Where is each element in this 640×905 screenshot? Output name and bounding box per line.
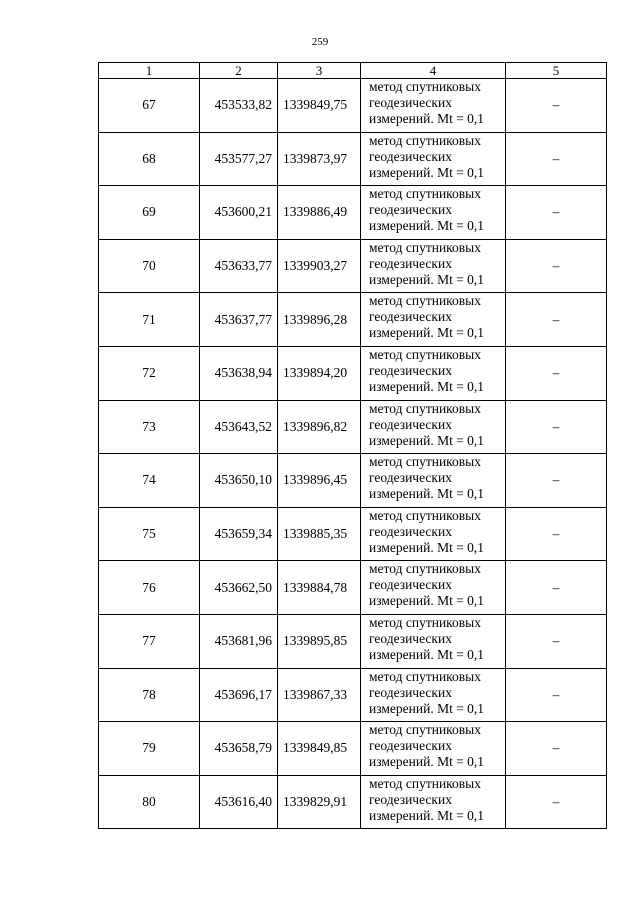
method-line: измерений. Mt = 0,1 — [369, 807, 485, 823]
method-line: геодезических — [369, 309, 452, 325]
method-line: геодезических — [369, 362, 452, 378]
note-cell: – — [506, 668, 607, 722]
method-line: измерений. Mt = 0,1 — [369, 271, 485, 287]
point-number-cell: 78 — [99, 668, 200, 722]
x-coordinate-cell: 453638,94 — [200, 346, 278, 400]
method-cell — [361, 454, 506, 508]
y-coordinate-cell: 1339903,27 — [278, 239, 361, 293]
note-cell: – — [506, 561, 607, 615]
method-cell — [361, 722, 506, 776]
method-cell — [361, 775, 506, 829]
x-coordinate-cell: 453681,96 — [200, 614, 278, 668]
table-row — [99, 507, 607, 561]
method-line: метод спутниковых — [369, 561, 481, 577]
method-line: метод спутниковых — [369, 79, 481, 94]
method-line: метод спутниковых — [369, 775, 481, 791]
method-line: измерений. Mt = 0,1 — [369, 646, 485, 662]
method-line: измерений. Mt = 0,1 — [369, 486, 485, 502]
method-line: геодезических — [369, 577, 452, 593]
method-cell — [361, 507, 506, 561]
method-line: измерений. Mt = 0,1 — [369, 539, 485, 555]
point-number-cell: 75 — [99, 507, 200, 561]
table-row — [99, 561, 607, 615]
header-col-1: 1 — [99, 63, 200, 79]
x-coordinate-cell: 453616,40 — [200, 775, 278, 829]
x-coordinate-cell: 453643,52 — [200, 400, 278, 454]
y-coordinate-cell: 1339884,78 — [278, 561, 361, 615]
method-line: геодезических — [369, 684, 452, 700]
note-cell: – — [506, 132, 607, 186]
table-body — [99, 79, 607, 829]
note-cell: – — [506, 79, 607, 133]
note-cell: – — [506, 722, 607, 776]
note-cell: – — [506, 400, 607, 454]
method-line: метод спутниковых — [369, 132, 481, 148]
note-cell: – — [506, 239, 607, 293]
method-cell — [361, 293, 506, 347]
method-line: метод спутниковых — [369, 346, 481, 362]
method-line: геодезических — [369, 202, 452, 218]
method-line: геодезических — [369, 95, 452, 110]
method-line: геодезических — [369, 523, 452, 539]
x-coordinate-cell: 453662,50 — [200, 561, 278, 615]
point-number-cell: 72 — [99, 346, 200, 400]
point-number-cell: 73 — [99, 400, 200, 454]
header-col-3: 3 — [278, 63, 361, 79]
x-coordinate-cell: 453600,21 — [200, 186, 278, 240]
note-cell: – — [506, 346, 607, 400]
y-coordinate-cell: 1339829,91 — [278, 775, 361, 829]
point-number-cell: 76 — [99, 561, 200, 615]
method-cell — [361, 346, 506, 400]
table-row — [99, 186, 607, 240]
method-line: метод спутниковых — [369, 293, 481, 309]
table-row — [99, 400, 607, 454]
y-coordinate-cell: 1339896,28 — [278, 293, 361, 347]
x-coordinate-cell: 453577,27 — [200, 132, 278, 186]
y-coordinate-cell: 1339896,82 — [278, 400, 361, 454]
method-line: метод спутниковых — [369, 239, 481, 255]
x-coordinate-cell: 453650,10 — [200, 454, 278, 508]
method-cell — [361, 668, 506, 722]
table-row — [99, 668, 607, 722]
note-cell: – — [506, 775, 607, 829]
point-number-cell: 74 — [99, 454, 200, 508]
y-coordinate-cell: 1339849,85 — [278, 722, 361, 776]
table-row — [99, 293, 607, 347]
note-cell: – — [506, 507, 607, 561]
x-coordinate-cell: 453658,79 — [200, 722, 278, 776]
table-row — [99, 614, 607, 668]
header-col-2: 2 — [200, 63, 278, 79]
method-line: метод спутниковых — [369, 186, 481, 202]
method-line: геодезических — [369, 738, 452, 754]
method-line: измерений. Mt = 0,1 — [369, 593, 485, 609]
table-row — [99, 132, 607, 186]
note-cell: – — [506, 614, 607, 668]
table-row — [99, 454, 607, 508]
point-number-cell: 67 — [99, 79, 200, 133]
method-line: измерений. Mt = 0,1 — [369, 325, 485, 341]
method-line: измерений. Mt = 0,1 — [369, 700, 485, 716]
method-cell — [361, 79, 506, 133]
method-line: геодезических — [369, 255, 452, 271]
y-coordinate-cell: 1339873,97 — [278, 132, 361, 186]
method-line: геодезических — [369, 148, 452, 164]
method-line: метод спутниковых — [369, 454, 481, 470]
method-line: геодезических — [369, 470, 452, 486]
method-line: геодезических — [369, 630, 452, 646]
point-number-cell: 79 — [99, 722, 200, 776]
table-row — [99, 239, 607, 293]
y-coordinate-cell: 1339895,85 — [278, 614, 361, 668]
note-cell: – — [506, 186, 607, 240]
method-line: измерений. Mt = 0,1 — [369, 218, 485, 234]
coordinates-table — [98, 62, 607, 829]
point-number-cell: 80 — [99, 775, 200, 829]
x-coordinate-cell: 453696,17 — [200, 668, 278, 722]
header-col-4: 4 — [361, 63, 506, 79]
method-line: геодезических — [369, 791, 452, 807]
method-cell — [361, 561, 506, 615]
method-line: метод спутниковых — [369, 668, 481, 684]
method-line: геодезических — [369, 416, 452, 432]
method-line: измерений. Mt = 0,1 — [369, 754, 485, 770]
table-row — [99, 775, 607, 829]
x-coordinate-cell: 453533,82 — [200, 79, 278, 133]
y-coordinate-cell: 1339886,49 — [278, 186, 361, 240]
point-number-cell: 71 — [99, 293, 200, 347]
method-line: измерений. Mt = 0,1 — [369, 164, 485, 180]
table-header-row — [99, 63, 607, 79]
method-cell — [361, 614, 506, 668]
method-cell — [361, 132, 506, 186]
header-col-5: 5 — [506, 63, 607, 79]
point-number-cell: 77 — [99, 614, 200, 668]
x-coordinate-cell: 453659,34 — [200, 507, 278, 561]
table-row — [99, 346, 607, 400]
method-line: измерений. Mt = 0,1 — [369, 432, 485, 448]
method-line: метод спутниковых — [369, 400, 481, 416]
y-coordinate-cell: 1339894,20 — [278, 346, 361, 400]
page-number: 259 — [311, 36, 329, 48]
point-number-cell: 69 — [99, 186, 200, 240]
point-number-cell: 70 — [99, 239, 200, 293]
point-number-cell: 68 — [99, 132, 200, 186]
table-row — [99, 79, 607, 133]
method-line: измерений. Mt = 0,1 — [369, 111, 485, 126]
x-coordinate-cell: 453637,77 — [200, 293, 278, 347]
method-cell — [361, 186, 506, 240]
method-cell — [361, 239, 506, 293]
method-line: измерений. Mt = 0,1 — [369, 378, 485, 394]
note-cell: – — [506, 293, 607, 347]
table-row — [99, 722, 607, 776]
method-cell — [361, 400, 506, 454]
y-coordinate-cell: 1339849,75 — [278, 79, 361, 133]
note-cell: – — [506, 454, 607, 508]
y-coordinate-cell: 1339896,45 — [278, 454, 361, 508]
method-line: метод спутниковых — [369, 507, 481, 523]
y-coordinate-cell: 1339867,33 — [278, 668, 361, 722]
method-line: метод спутниковых — [369, 614, 481, 630]
method-line: метод спутниковых — [369, 722, 481, 738]
y-coordinate-cell: 1339885,35 — [278, 507, 361, 561]
x-coordinate-cell: 453633,77 — [200, 239, 278, 293]
